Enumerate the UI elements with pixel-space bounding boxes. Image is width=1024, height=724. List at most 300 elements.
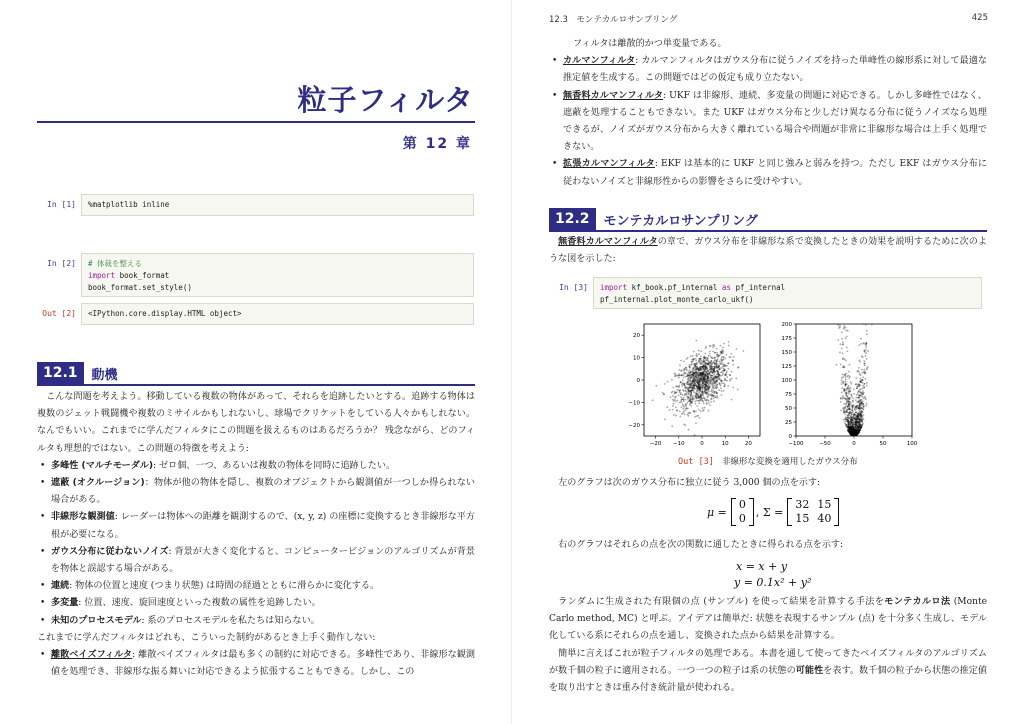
data-point — [691, 371, 693, 373]
data-point — [686, 368, 688, 370]
y-tick-label: 10 — [633, 355, 640, 362]
data-point — [860, 343, 862, 345]
code-line: import kf_book.pf_internal as pf_internal — [600, 283, 786, 292]
code-line: pf_internal.plot_monte_carlo_ukf() — [600, 295, 754, 304]
data-point — [690, 395, 692, 397]
data-point — [705, 387, 707, 389]
data-point — [705, 371, 707, 373]
data-point — [720, 387, 722, 389]
data-point — [719, 361, 721, 363]
data-point — [695, 422, 697, 424]
data-point — [862, 423, 864, 425]
data-point — [851, 417, 853, 419]
data-point — [856, 420, 858, 422]
data-point — [683, 408, 685, 410]
list-item: • 無香料カルマンフィルタ: UKF は非線形、連続、多変量の問題に対応できる。しかし多峰性ではなく、遮蔽を処理することもできない。また UKF はガウス分布と少しだけ異なる分布に従うノイズなら処理できるが、ノイズがガウス分布から大きく離れている場合や問題が非常に非線形な場合は上手く処理できない。 — [549, 88, 987, 157]
data-point — [844, 421, 846, 423]
x-tick-label: −50 — [819, 441, 831, 447]
data-point — [695, 358, 697, 360]
data-point — [706, 382, 708, 384]
data-point — [680, 381, 682, 383]
data-point — [863, 343, 865, 345]
list-item: • 未知のプロセスモデル: 系のプロセスモデルを私たちは知らない。 — [37, 613, 475, 630]
data-point — [841, 391, 843, 393]
data-point — [866, 333, 868, 335]
data-point — [847, 350, 849, 352]
data-point — [855, 423, 857, 425]
data-point — [710, 381, 712, 383]
x-tick-label: −20 — [649, 441, 662, 447]
data-point — [684, 387, 686, 389]
data-point — [678, 375, 680, 377]
data-point — [692, 355, 694, 357]
data-point — [693, 358, 695, 360]
data-point — [838, 327, 840, 329]
data-point — [685, 409, 687, 411]
data-point — [700, 395, 702, 397]
data-point — [842, 408, 844, 410]
data-point — [708, 355, 710, 357]
data-point — [718, 356, 720, 358]
data-point — [843, 411, 845, 413]
list-item: • 多峰性 (マルチモーダル): ゼロ個、一つ、あるいは複数の物体を同時に追跡したい。 — [37, 458, 475, 475]
data-point — [704, 407, 706, 409]
data-point — [708, 374, 710, 376]
data-point — [678, 377, 680, 379]
data-point — [655, 385, 657, 387]
data-point — [702, 392, 704, 394]
data-point — [704, 398, 706, 400]
data-point — [728, 368, 730, 370]
data-point — [666, 406, 668, 408]
data-point — [863, 406, 865, 408]
data-point — [840, 364, 842, 366]
section-heading — [549, 208, 758, 230]
data-point — [859, 413, 861, 415]
code-comment: # 体裁を整える — [88, 259, 143, 268]
data-point — [859, 360, 861, 362]
data-point — [676, 409, 678, 411]
data-point — [840, 321, 842, 323]
data-point — [678, 395, 680, 397]
data-point — [732, 364, 734, 366]
data-point — [712, 347, 714, 349]
data-point — [860, 414, 862, 416]
data-point — [716, 354, 718, 356]
data-point — [682, 394, 684, 396]
data-point — [840, 311, 842, 313]
data-point — [719, 368, 721, 370]
data-point — [723, 364, 725, 366]
data-point — [866, 385, 868, 387]
data-point — [690, 355, 692, 357]
data-point — [865, 378, 867, 380]
data-point — [706, 359, 708, 361]
data-point — [702, 379, 704, 381]
data-point — [728, 345, 730, 347]
data-point — [704, 381, 706, 383]
data-point — [842, 344, 844, 346]
data-point — [849, 390, 851, 392]
data-point — [860, 419, 862, 421]
x-tick-label: 10 — [721, 441, 729, 447]
data-point — [699, 379, 701, 381]
data-point — [863, 311, 865, 313]
data-point — [870, 315, 872, 317]
data-point — [704, 367, 706, 369]
data-point — [730, 356, 732, 358]
data-point — [847, 400, 849, 402]
data-point — [720, 353, 722, 355]
data-point — [853, 389, 855, 391]
intro-text: の章で、ガウス分布を非線形な系で変換したときの効果を説明するために次のような図を示した: — [549, 237, 987, 265]
data-point — [841, 310, 843, 312]
data-point — [711, 377, 713, 379]
data-point — [860, 395, 862, 397]
data-point — [672, 409, 674, 411]
data-point — [856, 394, 858, 396]
monte-carlo-figure — [612, 318, 918, 450]
data-point — [865, 352, 867, 354]
code-block — [81, 253, 474, 297]
mu-lhs: μ = — [707, 505, 727, 519]
data-point — [725, 374, 727, 376]
data-point — [690, 387, 692, 389]
data-point — [843, 419, 845, 421]
data-point — [862, 411, 864, 413]
data-point — [693, 351, 695, 353]
cell-prompt: In [1] — [47, 200, 76, 209]
data-point — [843, 382, 845, 384]
data-point — [726, 365, 728, 367]
x-tick-label: 50 — [879, 441, 887, 447]
data-point — [672, 399, 674, 401]
data-point — [861, 412, 863, 414]
data-point — [859, 384, 861, 386]
data-point — [864, 316, 866, 318]
data-point — [732, 387, 734, 389]
chapter-title: 粒子フィルタ — [297, 83, 474, 117]
data-point — [673, 403, 675, 405]
data-point — [721, 362, 723, 364]
code-cell-2 — [37, 253, 474, 297]
data-point — [680, 375, 682, 377]
data-point — [683, 377, 685, 379]
data-point — [862, 385, 864, 387]
data-point — [705, 392, 707, 394]
x-tick-label: 0 — [852, 441, 856, 447]
data-point — [713, 378, 715, 380]
left-scatter-plot — [628, 324, 760, 447]
data-point — [837, 339, 839, 341]
filter-list — [37, 647, 475, 681]
data-point — [846, 383, 848, 385]
data-point — [711, 395, 713, 397]
data-point — [844, 325, 846, 327]
data-point — [705, 346, 707, 348]
data-point — [686, 402, 688, 404]
data-point — [672, 395, 674, 397]
list-item: • 拡張カルマンフィルタ: EKF は基本的に UKF と同じ強みと弱みを持つ。ただし EKF はガウス分布に従わないノイズと非線形性からの影響をさらに受けやすい。 — [549, 156, 987, 190]
term-monte-carlo: モンテカルロ法 — [884, 597, 951, 607]
data-point — [707, 368, 709, 370]
data-point — [722, 353, 724, 355]
data-point — [714, 352, 716, 354]
data-point — [855, 399, 857, 401]
data-point — [690, 378, 692, 380]
data-point — [688, 388, 690, 390]
data-point — [704, 363, 706, 365]
data-point — [676, 400, 678, 402]
data-point — [685, 373, 687, 375]
data-point — [691, 381, 693, 383]
data-point — [685, 405, 687, 407]
section-number: 12.2 — [549, 208, 596, 230]
data-point — [717, 376, 719, 378]
data-point — [667, 381, 669, 383]
data-point — [855, 383, 857, 385]
data-point — [670, 396, 672, 398]
data-point — [680, 360, 682, 362]
x-tick-label: 0 — [700, 441, 704, 447]
paragraph-right-graph: 右のグラフはそれらの点を次の関数に通したときに得られる点を示す: — [558, 540, 844, 550]
data-point — [683, 370, 685, 372]
data-point — [854, 409, 856, 411]
data-point — [700, 410, 702, 412]
data-point — [688, 383, 690, 385]
data-point — [716, 348, 718, 350]
data-point — [687, 371, 689, 373]
data-point — [693, 372, 695, 374]
data-point — [842, 342, 844, 344]
sigma-lhs: , Σ = — [755, 505, 784, 519]
data-point — [844, 389, 846, 391]
data-point — [865, 342, 867, 344]
y-tick-label: 20 — [633, 333, 640, 340]
equation-1: x = x + y — [736, 560, 788, 573]
y-tick-label: 100 — [781, 378, 792, 384]
data-point — [720, 367, 722, 369]
data-point — [684, 385, 686, 387]
term-possibility: 可能性 — [795, 665, 824, 676]
data-point — [857, 418, 859, 420]
data-point — [675, 407, 677, 409]
data-point — [722, 347, 724, 349]
data-point — [711, 398, 713, 400]
data-point — [843, 320, 845, 322]
cell-prompt: Out [3] — [678, 457, 714, 467]
data-point — [845, 417, 847, 419]
figure-caption — [678, 455, 858, 467]
mu-sigma-equation — [707, 498, 839, 526]
data-point — [709, 387, 711, 389]
data-point — [687, 375, 689, 377]
code-keyword: import — [88, 271, 116, 280]
data-point — [856, 405, 858, 407]
data-point — [695, 403, 697, 405]
data-point — [863, 371, 865, 373]
body-text-left — [37, 389, 475, 681]
data-point — [663, 393, 665, 395]
data-point — [687, 381, 689, 383]
data-point — [845, 405, 847, 407]
data-point — [719, 383, 721, 385]
data-point — [695, 340, 697, 342]
data-point — [843, 403, 845, 405]
data-point — [686, 358, 688, 360]
after-paragraph: これまでに学んだフィルタはどれも、こういった制約があるとき上手く動作しない: — [37, 632, 376, 643]
running-head: 12.3 モンテカルロサンプリング — [549, 15, 678, 25]
data-point — [848, 377, 850, 379]
data-point — [866, 330, 868, 332]
data-point — [717, 366, 719, 368]
data-point — [848, 393, 850, 395]
data-point — [680, 370, 682, 372]
data-point — [702, 362, 704, 364]
data-point — [849, 417, 851, 419]
data-point — [857, 397, 859, 399]
data-point — [679, 364, 681, 366]
mu-vector: 0 0 — [731, 498, 754, 526]
cell-prompt: In [2] — [47, 259, 76, 268]
data-point — [724, 358, 726, 360]
data-point — [866, 367, 868, 369]
data-point — [679, 369, 681, 371]
data-point — [715, 396, 717, 398]
data-point — [845, 381, 847, 383]
data-point — [698, 350, 700, 352]
data-point — [685, 407, 687, 409]
data-point — [842, 374, 844, 376]
body-text-right-top — [549, 36, 987, 191]
data-point — [699, 388, 701, 390]
data-point — [662, 392, 664, 394]
code-cell-3 — [549, 277, 982, 309]
data-point — [865, 346, 867, 348]
data-point — [704, 377, 706, 379]
data-point — [860, 338, 862, 340]
data-point — [703, 363, 705, 365]
data-point — [848, 412, 850, 414]
data-point — [687, 357, 689, 359]
data-point — [711, 371, 713, 373]
data-point — [721, 390, 723, 392]
data-point — [717, 370, 719, 372]
y-tick-label: 0 — [636, 378, 640, 384]
data-point — [836, 364, 838, 366]
data-point — [847, 415, 849, 417]
data-point — [723, 343, 725, 345]
data-point — [713, 385, 715, 387]
data-point — [859, 389, 861, 391]
data-point — [717, 363, 719, 365]
data-point — [680, 392, 682, 394]
data-point — [866, 382, 868, 384]
paragraph-left-graph: 左のグラフは次のガウス分布に独立に従う 3,000 個の点を示す: — [558, 478, 821, 488]
data-point — [712, 398, 714, 400]
data-point — [843, 366, 845, 368]
data-point — [691, 362, 693, 364]
data-point — [716, 374, 718, 376]
data-point — [693, 387, 695, 389]
data-point — [861, 379, 863, 381]
data-point — [683, 400, 685, 402]
data-point — [696, 362, 698, 364]
data-point — [737, 367, 739, 369]
data-point — [863, 363, 865, 365]
data-point — [716, 384, 718, 386]
section-rule — [37, 384, 475, 386]
data-point — [716, 352, 718, 354]
data-point — [865, 355, 867, 357]
data-point — [863, 369, 865, 371]
data-point — [858, 391, 860, 393]
data-point — [859, 429, 861, 431]
data-point — [727, 385, 729, 387]
data-point — [695, 397, 697, 399]
data-point — [853, 429, 855, 431]
data-point — [858, 415, 860, 417]
data-point — [711, 357, 713, 359]
section-rule — [549, 230, 987, 232]
data-point — [710, 401, 712, 403]
list-item: • 非線形な観測値: レーダーは物体への距離を観測するので、(x, y, z) の座標に変換するとき非線形な平方根が必要になる。 — [37, 509, 475, 543]
data-point — [858, 401, 860, 403]
data-point — [862, 390, 864, 392]
data-point — [673, 387, 675, 389]
data-point — [743, 350, 745, 352]
data-point — [849, 376, 851, 378]
data-point — [693, 378, 695, 380]
data-point — [697, 374, 699, 376]
data-point — [692, 360, 694, 362]
data-point — [864, 365, 866, 367]
data-point — [845, 360, 847, 362]
data-point — [855, 416, 857, 418]
data-point — [706, 399, 708, 401]
data-point — [850, 424, 852, 426]
data-point — [708, 360, 710, 362]
data-point — [691, 363, 693, 365]
data-point — [855, 397, 857, 399]
data-point — [845, 373, 847, 375]
data-point — [700, 367, 702, 369]
list-item: • 遮蔽 (オクルージョン)：物体が他の物体を隠し、複数のオブジェクトから観測値が一つしか得られない場合がある。 — [37, 475, 475, 509]
data-point — [693, 367, 695, 369]
data-point — [706, 403, 708, 405]
data-point — [704, 357, 706, 359]
data-point — [652, 399, 654, 401]
data-point — [729, 380, 731, 382]
data-point — [691, 398, 693, 400]
data-point — [849, 431, 851, 433]
data-point — [698, 409, 700, 411]
data-point — [684, 424, 686, 426]
data-point — [721, 394, 723, 396]
data-point — [722, 359, 724, 361]
data-point — [722, 373, 724, 375]
data-point — [839, 352, 841, 354]
data-point — [712, 387, 714, 389]
data-point — [681, 413, 683, 415]
data-point — [696, 353, 698, 355]
data-point — [718, 374, 720, 376]
chapter-number: 第 12 章 — [402, 136, 472, 152]
data-point — [696, 400, 698, 402]
data-point — [861, 405, 863, 407]
data-point — [866, 403, 868, 405]
data-point — [689, 366, 691, 368]
